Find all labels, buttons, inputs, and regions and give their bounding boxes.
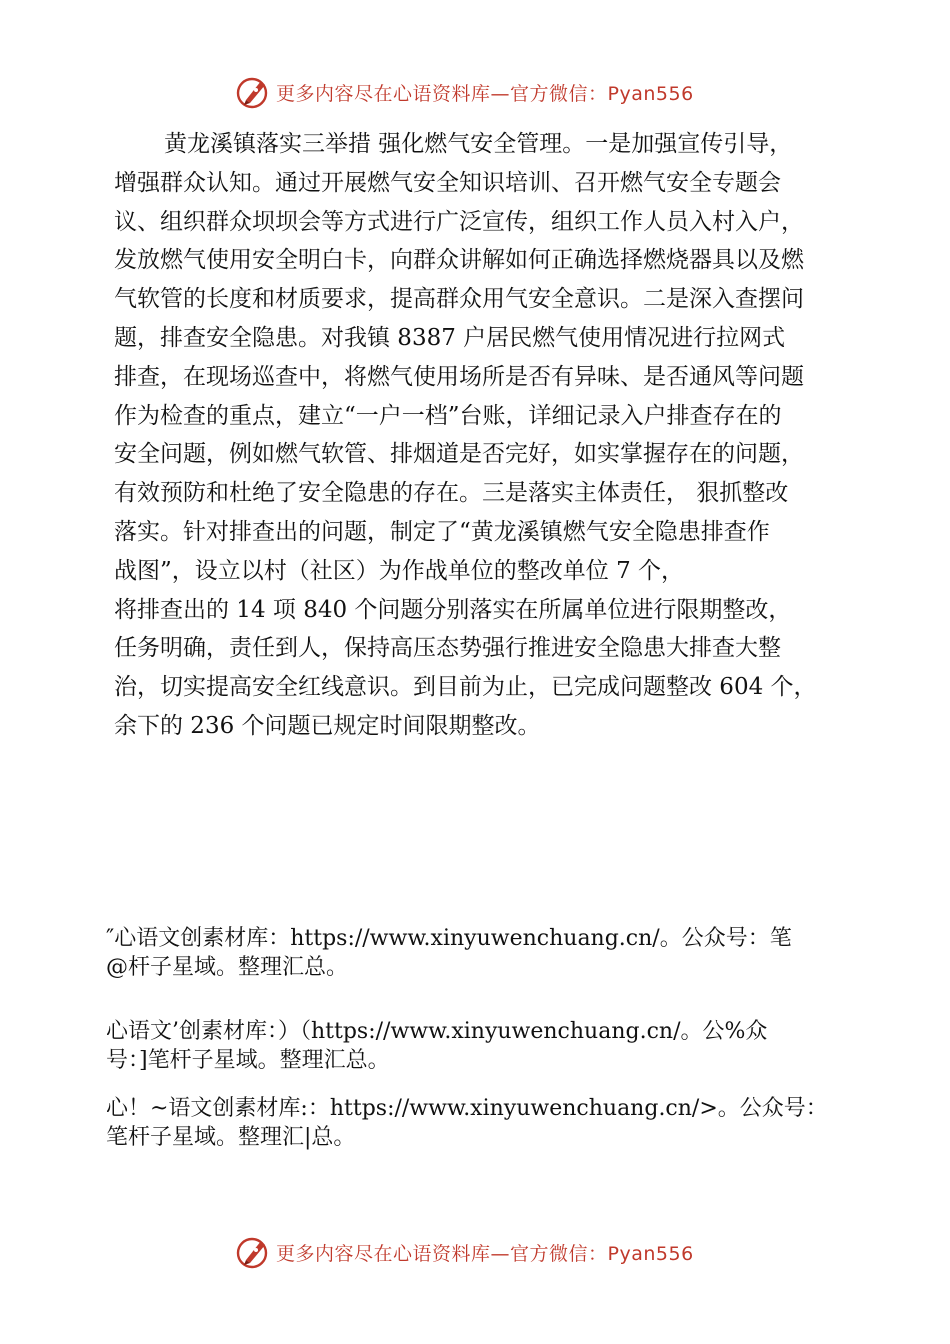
footer-note-line: 笔杆子星域。整理汇|总。 [106,1125,356,1150]
footer-note [106,1017,886,1075]
article-line: 作为检查的重点，建立“一户一档”台账，详细记录入户排查存在的 [114,402,782,429]
article-line: 战图”，设立以村（社区）为作战单位的整改单位 7 个， [114,557,685,584]
article-line: 题，排查安全隐患。对我镇 8387 户居民燃气使用情况进行拉网式 [114,324,786,351]
article-line: 议、组织群众坝坝会等方式进行广泛宣传，组织工作人员入村入户， [114,208,804,235]
article-line: 发放燃气使用安全明白卡，向群众讲解如何正确选择燃烧器具以及燃 [114,247,804,274]
article-line: 治，切实提高安全红线意识。到目前为止，已完成问题整改 604 个， [114,674,817,701]
footer-banner [232,1230,752,1274]
article-line: 增强群众认知。通过开展燃气安全知识培训、召开燃气安全专题会 [114,169,781,196]
article-body [114,125,874,746]
article-line: 余下的 236 个问题已规定时间限期整改。 [114,712,541,739]
pen-nib-logo-icon [232,1232,272,1272]
article-line: 任务明确，责任到人，保持高压态势强行推进安全隐患大排查大整 [114,635,781,662]
header-banner-text: 更多内容尽在心语资料库—官方微信：Pyan556 [276,82,694,105]
article-line: 黄龙溪镇落实三举措 强化燃气安全管理。一是加强宣传引导， [164,131,793,157]
article-line: 有效预防和杜绝了安全隐患的存在。三是落实主体责任， 狠抓整改 [114,480,789,507]
footer-note-line: ″心语文创素材库：https://www.xinyuwenchuang.cn/。公众号：笔 [106,926,792,951]
article-line: 排查，在现场巡查中，将燃气使用场所是否有异味、是否通风等问题 [114,363,804,390]
footer-banner-text: 更多内容尽在心语资料库—官方微信：Pyan556 [276,1242,694,1265]
article-line: 安全问题，例如燃气软管、排烟道是否完好，如实掌握存在的问题， [114,441,804,468]
pen-nib-logo-icon [232,72,272,112]
header-banner [232,70,752,114]
footer-note [106,1094,886,1152]
article-line: 气软管的长度和材质要求，提高群众用气安全意识。二是深入查摆问 [114,286,804,313]
footer-note [106,924,886,982]
footer-note-line: @杆子星域。整理汇总。 [106,955,349,980]
article-line: 将排查出的 14 项 840 个问题分别落实在所属单位进行限期整改， [114,596,792,623]
footer-note-line: 心！~语文创素材库:：https://www.xinyuwenchuang.cn/>。公众号： [106,1096,828,1121]
article-line: 落实。针对排查出的问题，制定了“黄龙溪镇燃气安全隐患排查作 [114,518,770,545]
footer-note-line: 心语文’创素材库：）（https://www.xinyuwenchuang.cn/。公%众 [106,1019,768,1044]
footer-note-line: 号：]笔杆子星域。整理汇总。 [106,1048,390,1073]
